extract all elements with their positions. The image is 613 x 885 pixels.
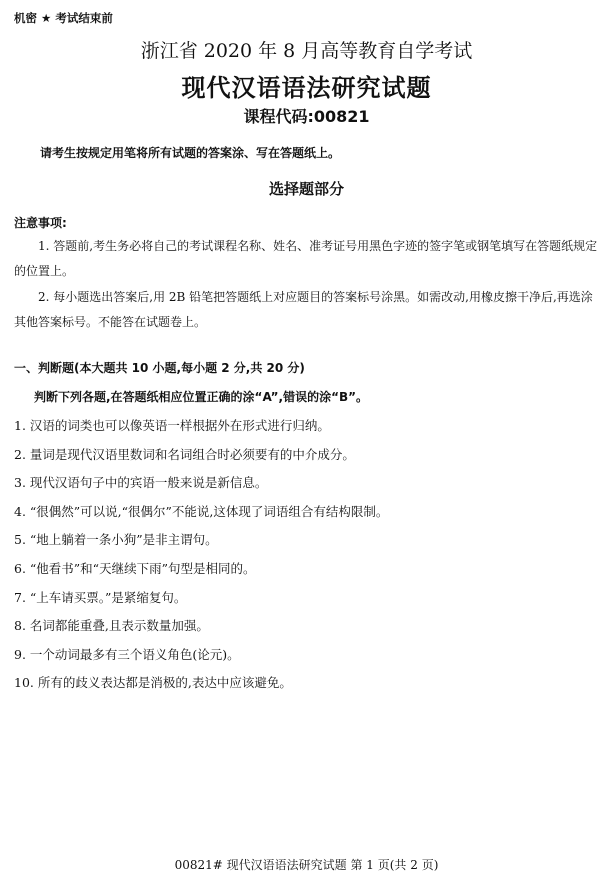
section-instruction: 判断下列各题,在答题纸相应位置正确的涂“A”,错误的涂“B”。 [34, 390, 368, 404]
attention-heading: 注意事项: [14, 216, 67, 230]
question-list [14, 412, 388, 698]
subject-title: 现代汉语语法研究试题 [181, 74, 432, 102]
question-item: 6. “他看书”和“天继续下雨”句型是相同的。 [14, 560, 256, 576]
question-item: 10. 所有的歧义表达都是消极的,表达中应该避免。 [14, 675, 292, 691]
attention-item-2: 2. 每小题选出答案后,用 2B 铅笔把答题纸上对应题目的答案标号涂黑。如需改动,用橡皮擦干净后,再选涂其他答案标号。不能答在试题卷上。 [14, 290, 593, 329]
section-heading: 一、判断题(本大题共 10 小题,每小题 2 分,共 20 分) [14, 361, 305, 375]
course-code: 课程代码:00821 [243, 107, 370, 126]
question-item: 5. “地上躺着一条小狗”是非主谓句。 [14, 532, 218, 548]
question-item: 3. 现代汉语句子中的宾语一般来说是新信息。 [14, 475, 268, 491]
exam-title: 浙江省 2020 年 8 月高等教育自学考试 [140, 40, 473, 62]
question-item: 2. 量词是现代汉语里数词和名词组合时必须要有的中介成分。 [14, 446, 355, 462]
page-footer: 00821# 现代汉语语法研究试题 第 1 页(共 2 页) [174, 858, 439, 872]
attention-item-1: 1. 答题前,考生务必将自己的考试课程名称、姓名、准考证号用黑色字迹的签字笔或钢笔填写在答题纸规定的位置上。 [14, 239, 598, 278]
question-item: 8. 名词都能重叠,且表示数量加强。 [14, 618, 209, 634]
question-item: 9. 一个动词最多有三个语义角色(论元)。 [14, 646, 240, 662]
answer-instruction: 请考生按规定用笔将所有试题的答案涂、写在答题纸上。 [40, 146, 341, 160]
question-item: 1. 汉语的词类也可以像英语一样根据外在形式进行归纳。 [14, 418, 330, 433]
confidential-mark: 机密 ★ 考试结束前 [14, 11, 113, 25]
question-item: 7. “上车请买票。”是紧缩复句。 [14, 589, 187, 605]
question-item: 4. “很偶然”可以说,“很偶尔”不能说,这体现了词语组合有结构限制。 [14, 503, 389, 519]
part-title: 选择题部分 [268, 180, 344, 198]
